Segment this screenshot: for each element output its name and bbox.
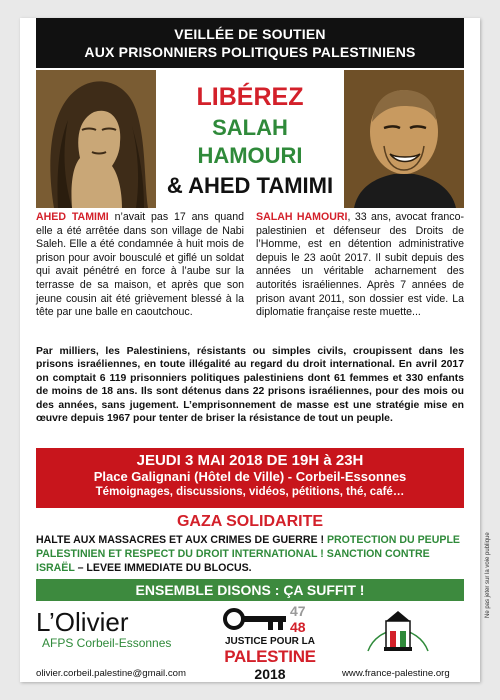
ahed-tamimi-bio: [36, 211, 244, 320]
gaza-title: GAZA SOLIDARITE: [176, 513, 324, 530]
france-palestine-solidarite-logo: [360, 601, 436, 665]
jpp-year-47: 47: [290, 603, 306, 619]
salah-hamouri-bio: [256, 211, 464, 320]
jpp-line-3: 2018: [254, 666, 286, 682]
prisoners-paragraph: Par milliers, les Palestiniens, résistants ou simples civils, croupissent dans les prisons israéliennes, en toute illégalité au regard du droit international. En avril 2017 on comptait 6 119 prisonniers politiques palestiniens dont 61 femmes et 330 enfants de moins de 18 ans. Ils sont détenus dans 22 prisons israéliennes, pour des mois ou des années, sans jugement. L’emprisonnement de masse est une stratégie mise en œuvre depuis 1967 pour tenter de briser la résistance de tout un peuple.: [36, 346, 464, 425]
ahed-tamimi-name: AHED TAMIMI: [36, 211, 109, 223]
justice-pour-la-palestine-logo: [220, 603, 330, 683]
headline: [160, 82, 340, 200]
fps-website[interactable]: www.france-palestine.org: [342, 668, 450, 679]
slogan-banner: ENSEMBLE DISONS : ÇA SUFFIT !: [36, 579, 464, 601]
header-line-2: AUX PRISONNIERS POLITIQUES PALESTINIENS: [84, 44, 416, 60]
headline-liberez: LIBÉREZ: [196, 83, 304, 111]
headline-ahed-tamimi: & AHED TAMIMI: [166, 173, 334, 198]
event-date: JEUDI 3 MAI 2018 DE 19H à 23H: [136, 452, 364, 469]
gaza-text-part-3: – LEVEE IMMEDIATE DU BLOCUS.: [74, 562, 252, 574]
contact-email[interactable]: olivier.corbeil.palestine@gmail.com: [36, 668, 186, 679]
side-note: Ne pas jeter sur la voie publique: [485, 532, 491, 618]
jpp-line-1: JUSTICE POUR LA: [224, 636, 315, 647]
header-banner: [36, 18, 464, 68]
ahed-tamimi-text: n’avait pas 17 ans quand elle a été arrêtée dans son village de Nabi Saleh. Elle a été condamnée à huit mois de prison pour avoir bousculé et giflé un soldat qui avait pénétré en force à l’aube sur la terrasse de sa maison, et après que son jeune cousin ait été grièvement blessé à la tête par une balle en caoutchouc.: [36, 211, 244, 319]
olivier-subtitle: AFPS Corbeil-Essonnes: [42, 636, 172, 650]
olivier-title: L’Olivier: [36, 607, 129, 637]
salah-hamouri-text: , 33 ans, avocat franco-palestinien et défenseur des Droits de l’Homme, est en détention administrative depuis le 23 août 2017. Il subit depuis des années un véritable acharnement des autorités israéliennes. Après 7 années de prison avant 2011, son dossier est vide. La diplomatie française reste muette...: [256, 211, 464, 319]
event-place: Place Galignani (Hôtel de Ville) - Corbeil-Essonnes: [93, 469, 407, 484]
jpp-line-2: PALESTINE: [224, 647, 316, 666]
gaza-text-part-2: PROTECTION DU PEUPLE PALESTINIEN ET RESPECT DU DROIT INTERNATIONAL ! SANCTION CONTRE ISRAËL: [36, 534, 460, 574]
headline-salah-hamouri: SALAH HAMOURI: [197, 115, 303, 168]
gaza-text: [36, 533, 464, 575]
gaza-text-part-1: HALTE AUX MASSACRES ET AUX CRIMES DE GUERRE !: [36, 534, 327, 546]
flyer: [20, 18, 491, 682]
event-activities: Témoignages, discussions, vidéos, pétitions, thé, café…: [95, 486, 405, 498]
key-icon: [222, 605, 290, 635]
header-line-1: VEILLÉE DE SOUTIEN: [174, 26, 326, 42]
jpp-year-48: 48: [290, 619, 306, 635]
olivier-logo: [36, 608, 176, 650]
ahed-tamimi-portrait: [36, 70, 156, 208]
salah-hamouri-portrait: [344, 70, 464, 208]
salah-hamouri-name: SALAH HAMOURI: [256, 211, 348, 223]
event-banner: [36, 448, 464, 508]
